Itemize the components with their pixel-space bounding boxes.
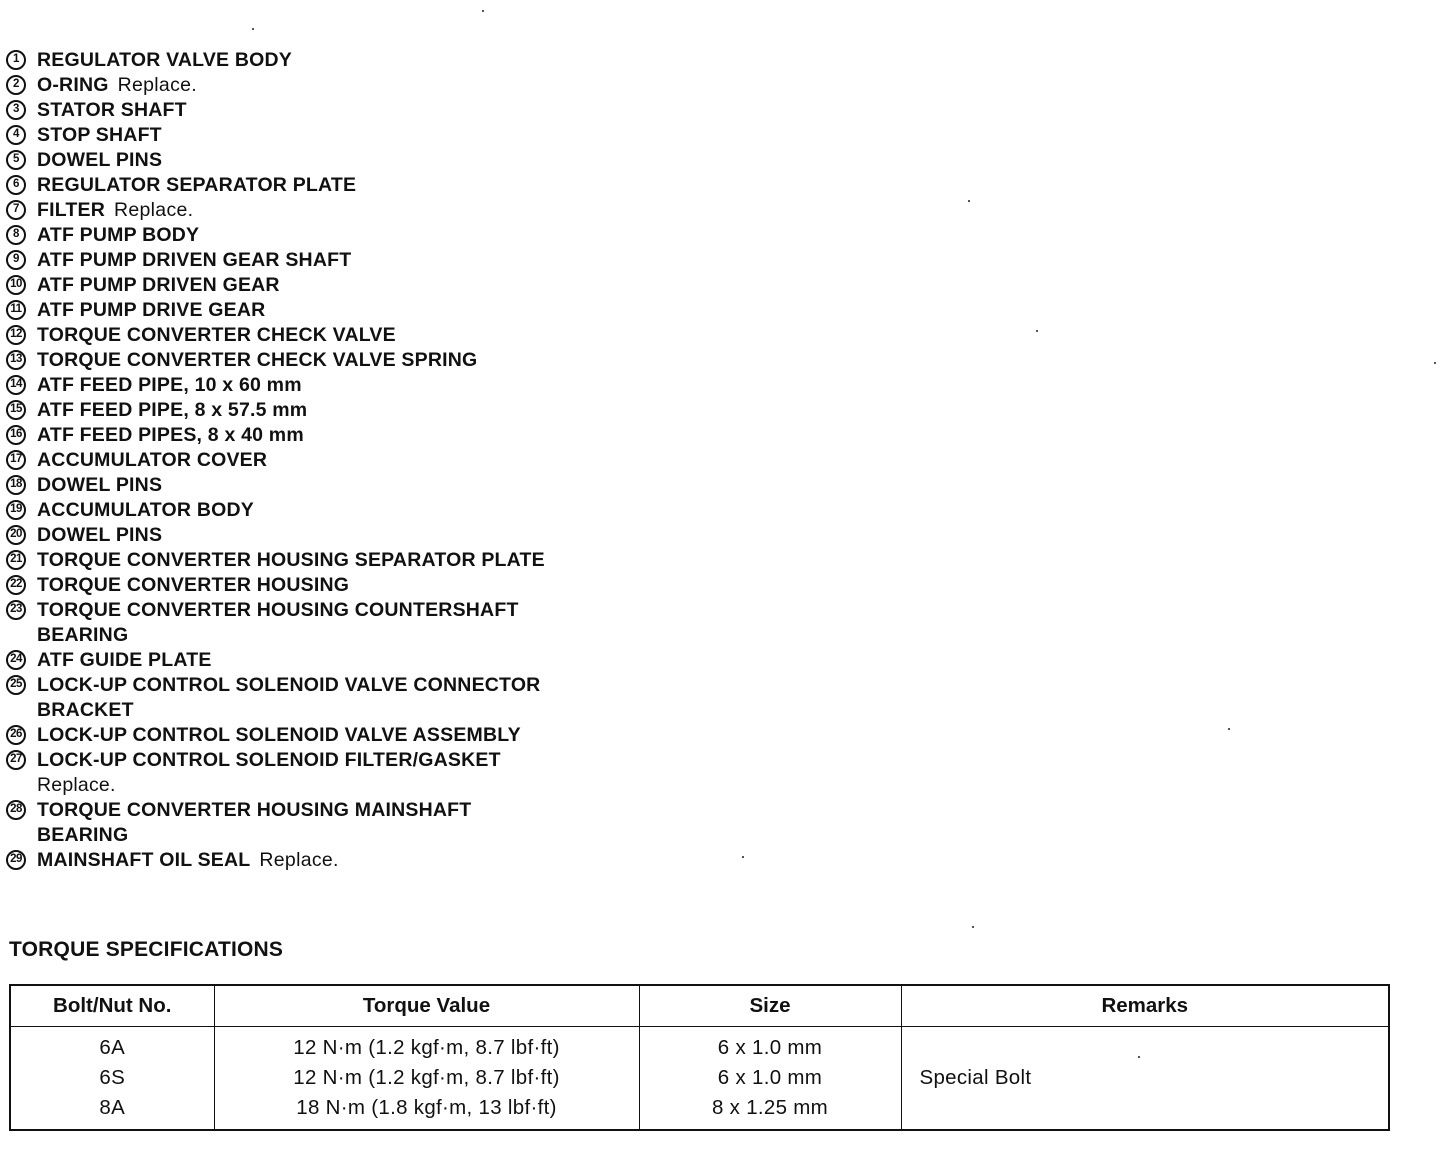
item-text <box>37 73 197 98</box>
item-line <box>37 48 292 73</box>
item-number-badge: 11 <box>6 300 26 320</box>
part-name: REGULATOR VALVE BODY <box>37 49 292 71</box>
item-text <box>37 498 254 523</box>
item-number-badge: 27 <box>6 750 26 770</box>
item-number-badge: 21 <box>6 550 26 570</box>
cell-bolt: 6A <box>10 1027 214 1064</box>
list-item <box>6 448 545 473</box>
item-number-badge: 6 <box>6 175 26 195</box>
part-name: FILTER <box>37 199 105 221</box>
scan-speck <box>252 28 254 30</box>
item-number-badge: 19 <box>6 500 26 520</box>
cell-torque-value: 12 N·m (1.2 kgf·m, 8.7 lbf·ft) <box>214 1063 639 1093</box>
item-text <box>37 48 292 73</box>
list-item <box>6 473 545 498</box>
list-item <box>6 848 545 873</box>
cell-torque-value: 18 N·m (1.8 kgf·m, 13 lbf·ft) <box>214 1093 639 1130</box>
item-line <box>37 398 307 423</box>
item-line <box>37 73 197 98</box>
part-name: TORQUE CONVERTER CHECK VALVE <box>37 324 396 346</box>
part-name-continued: BEARING <box>37 824 129 846</box>
item-line <box>37 673 540 698</box>
list-item <box>6 348 545 373</box>
item-line <box>37 223 199 248</box>
scan-speck <box>1138 1056 1140 1058</box>
list-item <box>6 273 545 298</box>
item-line <box>37 373 302 398</box>
item-number-badge: 15 <box>6 400 26 420</box>
item-number-badge: 9 <box>6 250 26 270</box>
cell-bolt: 6S <box>10 1063 214 1093</box>
item-number-badge: 13 <box>6 350 26 370</box>
item-line <box>37 123 162 148</box>
list-item <box>6 73 545 98</box>
part-name: DOWEL PINS <box>37 149 163 171</box>
item-text <box>37 548 545 573</box>
item-number-badge: 1 <box>6 50 26 70</box>
item-line <box>37 148 162 173</box>
list-item <box>6 548 545 573</box>
item-number-badge: 10 <box>6 275 26 295</box>
header-bolt-nut-no: Bolt/Nut No. <box>10 985 214 1027</box>
list-item <box>6 248 545 273</box>
part-name: ATF FEED PIPES, 8 x 40 mm <box>37 424 304 446</box>
list-item <box>6 748 545 798</box>
part-name: ACCUMULATOR COVER <box>37 449 268 471</box>
list-item <box>6 598 545 648</box>
item-text <box>37 398 307 423</box>
cell-remarks: Special Bolt <box>901 1063 1389 1093</box>
list-item <box>6 498 545 523</box>
list-item <box>6 98 545 123</box>
part-name: ATF PUMP DRIVE GEAR <box>37 299 266 321</box>
item-line <box>37 848 339 873</box>
part-name: LOCK-UP CONTROL SOLENOID VALVE ASSEMBLY <box>37 724 521 746</box>
item-line <box>37 523 162 548</box>
cell-remarks <box>901 1093 1389 1130</box>
item-line <box>37 98 187 123</box>
item-number-badge: 26 <box>6 725 26 745</box>
item-number-badge: 5 <box>6 150 26 170</box>
header-remarks: Remarks <box>901 985 1389 1027</box>
part-name: ATF GUIDE PLATE <box>37 649 212 671</box>
list-item <box>6 673 545 723</box>
item-text <box>37 248 351 273</box>
item-text <box>37 748 501 798</box>
cell-size: 6 x 1.0 mm <box>639 1063 901 1093</box>
part-name: MAINSHAFT OIL SEAL <box>37 849 251 871</box>
item-line <box>37 323 396 348</box>
item-number-badge: 7 <box>6 200 26 220</box>
item-number-badge: 14 <box>6 375 26 395</box>
item-text <box>37 173 356 198</box>
item-line <box>37 798 471 823</box>
item-line <box>37 548 545 573</box>
item-number-badge: 18 <box>6 475 26 495</box>
item-text <box>37 848 339 873</box>
header-size: Size <box>639 985 901 1027</box>
scan-speck <box>1228 728 1230 730</box>
part-name: ACCUMULATOR BODY <box>37 499 254 521</box>
item-line <box>37 423 304 448</box>
item-number-badge: 12 <box>6 325 26 345</box>
item-text <box>37 423 304 448</box>
list-item <box>6 423 545 448</box>
part-name: DOWEL PINS <box>37 524 163 546</box>
item-line <box>37 273 280 298</box>
table-row <box>10 1063 1389 1093</box>
item-text <box>37 648 212 673</box>
part-name: TORQUE CONVERTER HOUSING COUNTERSHAFT <box>37 599 519 621</box>
item-text <box>37 373 302 398</box>
item-text <box>37 148 162 173</box>
scan-speck <box>1036 330 1038 332</box>
scan-speck <box>968 200 970 202</box>
item-text <box>37 223 199 248</box>
table-row <box>10 1027 1389 1064</box>
list-item <box>6 148 545 173</box>
item-line <box>37 473 162 498</box>
list-item <box>6 648 545 673</box>
item-text <box>37 298 265 323</box>
part-name: ATF FEED PIPE, 10 x 60 mm <box>37 374 302 396</box>
part-name: ATF PUMP DRIVEN GEAR <box>37 274 280 296</box>
part-name: REGULATOR SEPARATOR PLATE <box>37 174 357 196</box>
list-item <box>6 198 545 223</box>
list-item <box>6 298 545 323</box>
part-note: Replace. <box>114 199 194 221</box>
list-item <box>6 323 545 348</box>
item-text <box>37 573 349 598</box>
scan-speck <box>1434 362 1436 364</box>
part-name: TORQUE CONVERTER HOUSING <box>37 574 350 596</box>
part-name: O-RING <box>37 74 109 96</box>
part-name: TORQUE CONVERTER HOUSING MAINSHAFT <box>37 799 472 821</box>
item-text <box>37 273 280 298</box>
cell-torque-value: 12 N·m (1.2 kgf·m, 8.7 lbf·ft) <box>214 1027 639 1064</box>
list-item <box>6 173 545 198</box>
item-text <box>37 348 477 373</box>
item-number-badge: 24 <box>6 650 26 670</box>
item-number-badge: 22 <box>6 575 26 595</box>
item-line <box>37 748 501 773</box>
item-text <box>37 673 540 723</box>
cell-size: 8 x 1.25 mm <box>639 1093 901 1130</box>
list-item <box>6 48 545 73</box>
item-number-badge: 4 <box>6 125 26 145</box>
item-line <box>37 498 254 523</box>
parts-list <box>6 48 545 873</box>
item-text <box>37 523 162 548</box>
part-name-continued: BRACKET <box>37 699 134 721</box>
list-item <box>6 398 545 423</box>
item-text <box>37 598 519 648</box>
item-number-badge: 2 <box>6 75 26 95</box>
item-text <box>37 198 193 223</box>
part-name: STOP SHAFT <box>37 124 162 146</box>
list-item <box>6 223 545 248</box>
part-name: ATF FEED PIPE, 8 x 57.5 mm <box>37 399 308 421</box>
list-item <box>6 523 545 548</box>
list-item <box>6 123 545 148</box>
part-note: Replace. <box>117 74 197 96</box>
cell-size: 6 x 1.0 mm <box>639 1027 901 1064</box>
header-torque-value: Torque Value <box>214 985 639 1027</box>
item-number-badge: 29 <box>6 850 26 870</box>
item-line <box>37 348 477 373</box>
table-row <box>10 1093 1389 1130</box>
cell-bolt: 8A <box>10 1093 214 1130</box>
item-line <box>37 448 267 473</box>
item-number-badge: 8 <box>6 225 26 245</box>
item-number-badge: 3 <box>6 100 26 120</box>
list-item <box>6 798 545 848</box>
item-number-badge: 25 <box>6 675 26 695</box>
scan-speck <box>742 856 744 858</box>
item-number-badge: 28 <box>6 800 26 820</box>
part-note: Replace. <box>259 849 339 871</box>
part-name: LOCK-UP CONTROL SOLENOID FILTER/GASKET <box>37 749 501 771</box>
item-text <box>37 473 162 498</box>
item-line <box>37 298 265 323</box>
item-text <box>37 323 396 348</box>
part-name: ATF PUMP BODY <box>37 224 200 246</box>
part-name: TORQUE CONVERTER HOUSING SEPARATOR PLATE <box>37 549 545 571</box>
list-item <box>6 573 545 598</box>
part-name: DOWEL PINS <box>37 474 163 496</box>
part-name: TORQUE CONVERTER CHECK VALVE SPRING <box>37 349 478 371</box>
item-number-badge: 16 <box>6 425 26 445</box>
torque-specifications-table <box>9 984 1390 1131</box>
item-line <box>37 723 521 748</box>
item-line <box>37 648 212 673</box>
part-name: LOCK-UP CONTROL SOLENOID VALVE CONNECTOR <box>37 674 541 696</box>
scan-speck <box>972 926 974 928</box>
part-name: STATOR SHAFT <box>37 99 187 121</box>
list-item <box>6 373 545 398</box>
list-item <box>6 723 545 748</box>
item-text <box>37 723 521 748</box>
item-line <box>37 248 351 273</box>
part-note: Replace. <box>37 774 116 796</box>
part-name-continued: BEARING <box>37 624 129 646</box>
item-text <box>37 448 267 473</box>
scan-speck <box>482 10 484 12</box>
part-name: ATF PUMP DRIVEN GEAR SHAFT <box>37 249 352 271</box>
item-number-badge: 20 <box>6 525 26 545</box>
cell-remarks <box>901 1027 1389 1064</box>
item-number-badge: 23 <box>6 600 26 620</box>
torque-specifications-title: TORQUE SPECIFICATIONS <box>9 938 284 961</box>
item-line <box>37 173 356 198</box>
table-header-row <box>10 985 1389 1027</box>
item-text <box>37 798 471 848</box>
item-line <box>37 573 349 598</box>
item-text <box>37 123 162 148</box>
item-number-badge: 17 <box>6 450 26 470</box>
item-text <box>37 98 187 123</box>
item-line <box>37 598 519 623</box>
item-line <box>37 198 193 223</box>
